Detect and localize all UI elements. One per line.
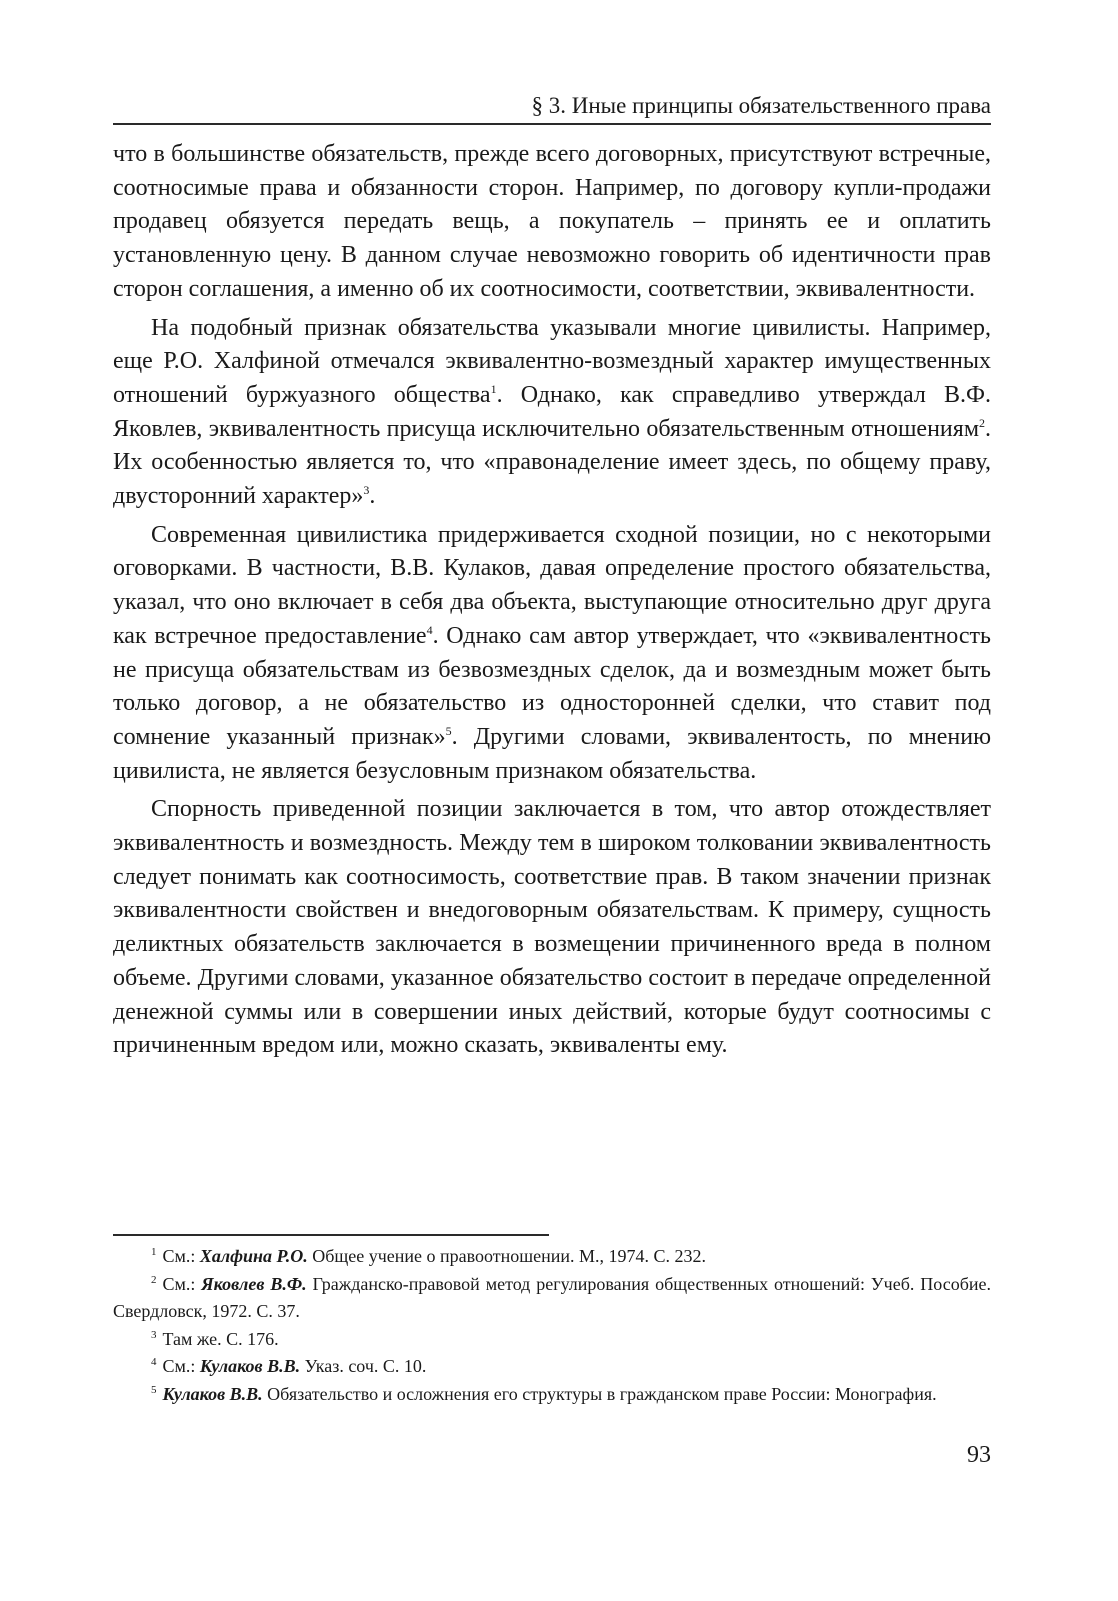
paragraph (113, 312, 991, 514)
footnote-prefix: См.: (162, 1273, 202, 1294)
paragraph-text: что в большинстве обязательств, прежде всего договорных, присутствуют встречные, соотносимые права и обязанности сторон. Например, по договору купли-продажи продавец обязуется передать вещь, а покупатель – принять ее и оплатить установленную цену. В данном случае невозможно говорить об идентичности прав сторон соглашения, а именно об их соотносимости, соответствии, эквивалентности. (113, 141, 991, 302)
footnote-text: Указ. соч. С. 10. (300, 1356, 427, 1376)
paragraph (113, 519, 991, 789)
footnote-number: 5 (151, 1383, 157, 1396)
footnote-rule (113, 1234, 549, 1236)
footnote (113, 1353, 991, 1381)
footnote-text: Обязательство и осложнения его структуры в гражданском праве России: Монография. (262, 1383, 937, 1404)
footnote-number: 3 (151, 1328, 157, 1341)
footnotes (113, 1243, 991, 1408)
footnote-number: 2 (151, 1273, 157, 1286)
footnote-prefix: См.: (162, 1246, 200, 1266)
footnote-reference: 1 (490, 381, 497, 396)
footnote-prefix: См.: (162, 1356, 200, 1376)
paragraph-text: . Их особенностью является то, что «правонаделение имеет здесь, по общему праву, двусторонний характер» (113, 415, 991, 510)
running-head: § 3. Иные принципы обязательственного права (531, 93, 991, 118)
footnote-reference: 4 (426, 622, 433, 637)
footnote-author: Яковлев В.Ф. (201, 1273, 307, 1294)
paragraph-text: . (369, 483, 376, 510)
paragraph-text: . Однако, как справедливо утверждал В.Ф. Яковлев, эквивалентность присуща исключительно обязательственным отношениям (113, 381, 991, 442)
footnote-author: Кулаков В.В. (162, 1383, 263, 1404)
paragraph-text: . Однако сам автор утверждает, что «эквивалентность не присуща обязательствам из безвозмездных сделок, да и возмездным может быть только договор, а не обязательство из односторонней сделки, что ставит под сомнение указанный признак» (113, 622, 991, 750)
paragraph-text: Современная цивилистика придерживается сходной позиции, но с некоторыми оговорками. В частности, В.В. Кулаков, давая определение простого обязательства, указал, что оно включает в себя два объекта, выступающие относительно друг друга как встречное предоставление (113, 521, 991, 649)
footnote-number: 4 (151, 1356, 157, 1368)
body-text (113, 138, 991, 1063)
paragraph (113, 793, 991, 1063)
footnote-text: Общее учение о правоотношении. М., 1974. С. 232. (307, 1246, 707, 1266)
footnote-text: Гражданско-правовой метод регулирования общественных отношений: Учеб. Пособие. Свердловск, 1972. С. 37. (113, 1273, 991, 1321)
paragraph-text: . Другими словами, эквивалентость, по мнению цивилиста, не является безусловным признаком обязательства. (113, 723, 992, 784)
footnote-reference: 2 (979, 415, 985, 430)
footnote (113, 1381, 991, 1409)
paragraph-text: Спорность приведенной позиции заключается в том, что автор отождествляет эквивалентность и возмездность. Между тем в широком толковании эквивалентность следует понимать как соотносимость, соответствие прав. В таком значении признак эквивалентности свойствен и внедоговорным обязательствам. К примеру, сущность деликтных обязательств заключается в возмещении причиненного вреда в полном объеме. Другими словами, указанное обязательство состоит в передаче определенной денежной суммы или в совершении иных действий, которые будут соотносимы с причиненным вредом или, можно сказать, эквиваленты ему. (113, 796, 991, 1059)
header-rule (113, 123, 991, 125)
footnote (113, 1271, 991, 1326)
footnote (113, 1243, 991, 1271)
footnote-reference: 5 (445, 723, 452, 738)
footnote-author: Кулаков В.В. (199, 1356, 301, 1376)
paragraph-text: На подобный признак обязательства указывали многие цивилисты. Например, еще Р.О. Халфиной отмечался эквивалентно-возмездный характер имущественных отношений буржуазного общества (113, 314, 991, 408)
footnote (113, 1326, 991, 1354)
footnote-number: 1 (151, 1246, 157, 1258)
footnote-text: Там же. С. 176. (162, 1328, 279, 1349)
page-number: 93 (967, 1442, 991, 1468)
paragraph (113, 138, 991, 307)
footnote-reference: 3 (363, 483, 370, 498)
footnote-author: Халфина Р.О. (199, 1246, 308, 1266)
